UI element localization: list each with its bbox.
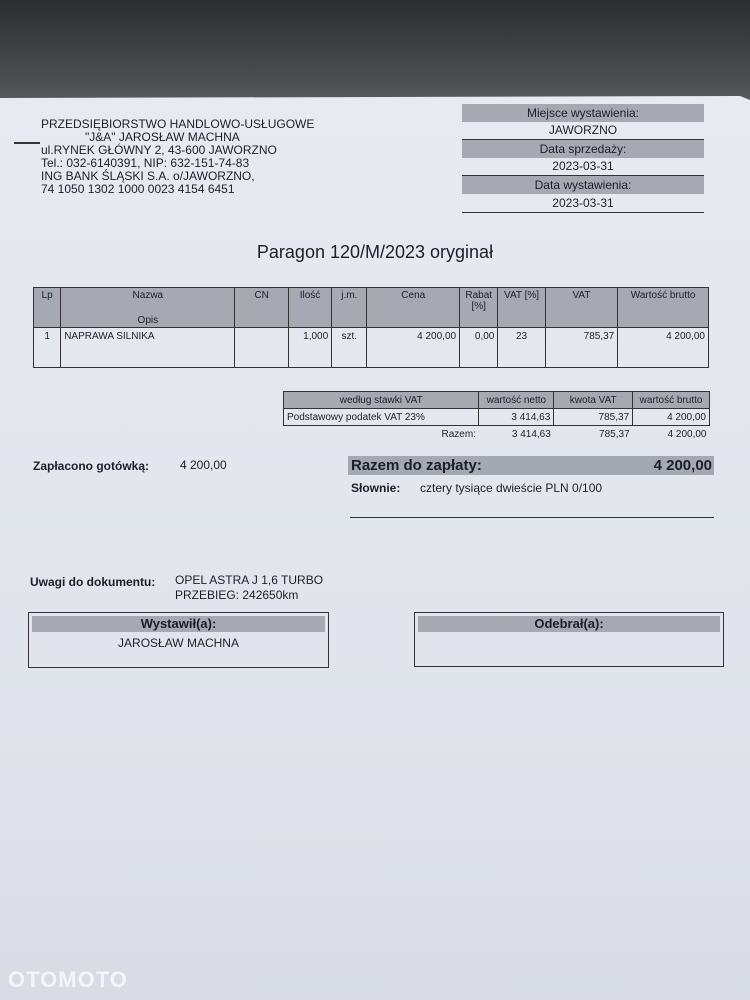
to-pay-bar [348, 456, 714, 475]
paid-value: 4 200,00 [180, 458, 227, 472]
header-jm: j.m. [332, 288, 367, 328]
header-ilosc: Ilość [288, 288, 331, 328]
to-pay-label: Razem do zapłaty: [351, 457, 482, 474]
header-vat: VAT [545, 288, 618, 328]
vat-total-brutto: 4 200,00 [667, 428, 707, 440]
seller-line-2: "J&A" JAROSŁAW MACHNA [85, 130, 240, 144]
otomoto-watermark-logo: OTOMOTO [8, 967, 128, 992]
header-cn: CN [235, 288, 288, 328]
words-label: Słownie: [351, 481, 401, 495]
vat-row-brutto: 4 200,00 [633, 409, 710, 426]
header-nazwa-label: Nazwa [132, 290, 164, 301]
seller-block [41, 118, 341, 196]
place-value: JAWORZNO [462, 120, 704, 140]
row-cena: 4 200,00 [367, 328, 460, 368]
seller-line-5: ING BANK ŚLĄSKI S.A. o/JAWORZNO, [41, 169, 255, 183]
background-dark-top [0, 0, 750, 110]
sale-date-value: 2023-03-31 [462, 156, 704, 176]
words-value: cztery tysiące dwieście PLN 0/100 [420, 481, 603, 495]
vat-row-kwota: 785,37 [554, 409, 633, 426]
notes-line-2: PRZEBIEG: 242650km [175, 588, 299, 602]
vat-header-brutto: wartość brutto [633, 392, 710, 409]
row-brutto: 4 200,00 [618, 328, 709, 368]
issued-by-box [28, 612, 329, 668]
notes-line-1: OPEL ASTRA J 1,6 TURBO [175, 573, 324, 587]
notes-text [175, 573, 323, 603]
row-ilosc: 1,000 [288, 328, 331, 368]
received-by-box [414, 612, 724, 667]
vat-header-rate: według stawki VAT [284, 392, 479, 409]
header-rabat: Rabat [%] [460, 288, 498, 328]
vat-row-netto: 3 414,63 [479, 409, 554, 426]
paid-label: Zapłacono gotówką: [33, 459, 150, 473]
header-brutto: Wartość brutto [618, 288, 709, 328]
notes-label: Uwagi do dokumentu: [30, 575, 156, 589]
document-title: Paragon 120/M/2023 oryginał [256, 242, 494, 262]
row-nazwa: NAPRAWA SILNIKA [61, 328, 235, 368]
table-row [34, 328, 709, 368]
header-vat-pct: VAT [%] [498, 288, 545, 328]
seller-line-1: PRZEDSIĘBIORSTWO HANDLOWO-USŁUGOWE [41, 117, 315, 131]
sale-date-label: Data sprzedaży: [462, 140, 704, 158]
seller-line-6: 74 1050 1302 1000 0023 4154 6451 [41, 182, 235, 196]
words-underline [350, 517, 714, 518]
row-lp: 1 [34, 328, 61, 368]
row-rabat: 0,00 [460, 328, 498, 368]
issue-date-value: 2023-03-31 [462, 193, 704, 213]
vat-summary-table [283, 391, 710, 443]
vat-total-label: Razem: [441, 428, 476, 440]
vat-row-rate: Podstawowy podatek VAT 23% [284, 409, 479, 426]
header-nazwa [61, 288, 235, 328]
issued-by-label: Wystawił(a): [32, 616, 325, 632]
row-vat-pct: 23 [498, 328, 545, 368]
row-vat: 785,37 [545, 328, 618, 368]
vat-header-kwota: kwota VAT [554, 392, 633, 409]
header-cena: Cena [367, 288, 460, 328]
vat-header-netto: wartość netto [479, 392, 554, 409]
issue-date-label: Data wystawienia: [462, 176, 704, 194]
vat-total-row [284, 426, 710, 443]
marker-stroke [14, 142, 40, 144]
to-pay-value: 4 200,00 [653, 457, 712, 474]
issued-by-name: JAROSŁAW MACHNA [118, 636, 239, 650]
place-label: Miejsce wystawienia: [462, 104, 704, 122]
header-lp: Lp [34, 288, 61, 328]
row-jm: szt. [332, 328, 367, 368]
seller-line-4: Tel.: 032-6140391, NIP: 632-151-74-83 [41, 156, 250, 170]
header-opis-label: Opis [137, 315, 159, 326]
vat-row [284, 409, 710, 426]
items-table [33, 287, 709, 368]
seller-line-3: ul.RYNEK GŁÓWNY 2, 43-600 JAWORZNO [41, 143, 277, 157]
vat-total-netto: 3 414,63 [511, 428, 551, 440]
vat-total-kwota: 785,37 [599, 428, 630, 440]
row-cn [235, 328, 288, 368]
received-by-label: Odebrał(a): [418, 616, 720, 632]
